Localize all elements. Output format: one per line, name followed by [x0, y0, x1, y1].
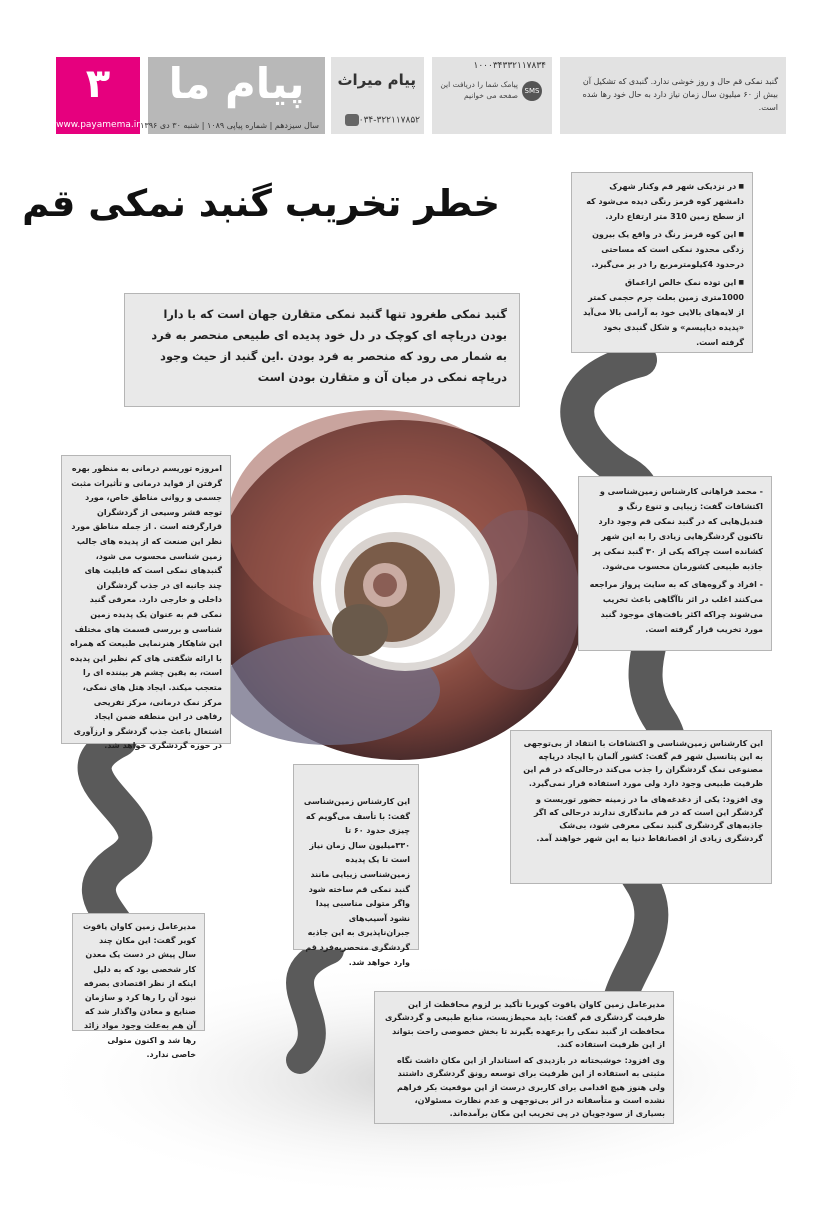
lead-text: گنبد نمکی طغرود تنها گنبد نمکی متقارن جهان است که با دارا بودن دریاچه ای کوچک در دل خود پدیده ای طبیعی منحصر به فرد به شمار می رود که منحصر به فرد بودن .این گنبد از حیث وجود دریاچه نمکی در میان آن و متقارن بودن است [151, 308, 507, 384]
fact-item: ■ این کوه قرمز رنگ در واقع یک بیرون زدگی محدود نمکی است که مساحتی درحدود 4کیلومترمربع را در بر می‌گیرد. [580, 227, 744, 272]
fact-item: ■ در نزدیکی شهر قم وکنار شهرک دامشهر کوه قرمز رنگی دیده می‌شود که از سطح زمین 310 متر ارتفاع دارد. [580, 179, 744, 224]
phone-icon [345, 114, 359, 126]
tourism-box [61, 455, 231, 751]
phone-number: ۰۳۴-۳۲۲۱۱۷۸۵۲ [358, 115, 420, 126]
ceo2-para: مدیرعامل زمین کاوان یاقوت کویربا تأکید بر لزوم محافظت از این ظرفیت گردشگری قم گفت: باید محیط‌زیست، منابع طبیعی و گردشگری محافظت از گنبد نمکی را برعهده بگیرند تا بخش خصوصی راحت بتواند از این ظرفیت استفاده کند. [384, 1000, 665, 1049]
expert1-para: - محمد فراهانی کارشناس زمین‌شناسی و اکتشافات گفت: زیبایی و تنوع رنگ و قندیل‌هایی که در گنبد نمکی قم وجود دارد تاکنون گردشگرهایی زیادی را به این شهر کشانده است چراکه یکی از ۳۰ گنبد نمکی پر جاذبه طبیعی کشورمان محسوب می‌شود. [592, 487, 763, 571]
expert1-para: - افراد و گروه‌های که به سایت پرواز مراجعه می‌کنند اغلب در اثر ناآگاهی باعث تخریب می‌شوند چراکه اکثر بافت‌های موجود گنبد مورد تخریب قرار گرفته است. [589, 580, 763, 634]
sms-panel [432, 57, 552, 134]
issue-info: سال سیزدهم | شماره پیاپی ۱۰۸۹ | شنبه ۳۰ دی ۱۳۹۶ [140, 121, 319, 130]
page-number: ۳ [85, 61, 111, 107]
expert-box-2 [510, 730, 772, 884]
ceo-box-1 [72, 913, 205, 1059]
phone-line [342, 114, 420, 126]
facts-box [571, 172, 753, 353]
sms-text: پیامک شما را دریافت این صفحه می خوانیم [440, 80, 518, 100]
website-url[interactable]: www.payamema.ir [56, 120, 140, 130]
newspaper-logo [140, 57, 325, 134]
sms-icon: SMS [522, 81, 542, 101]
ceo1-text: مدیرعامل زمین کاوان یاقوت کویر گفت: این مکان چند سال پیش در دست یک معدن کار شخصی بود که به دلیل اینکه از نظر اقتصادی بصرفه نبود آن را رها کرد و سازمان صنایع و معادن واگذار شد که آن هم به‌علت وجود مواد زائد رها شد و اکنون متولی خاصی ندارد. [83, 922, 196, 1059]
expert2-para: این کارشناس زمین‌شناسی و اکتشافات با انتقاد از بی‌توجهی به این پتانسیل شهر قم گفت: کشور آلمان با ایجاد دریاچه مصنوعی نمک گردشگران را جذب می‌کند درحالی‌که در قم این ظرفیت طبیعی وجود دارد ولی مورد استفاده قرار نمی‌گیرد. [523, 739, 763, 788]
lead-box [124, 293, 520, 407]
tourism-text: امروزه توریسم درمانی به منظور بهره گرفتن از فواید درمانی و تأثیرات مثبت جسمی و روانی مناطق خاص، مورد توجه قشر وسیعی از گردشگران قرارگرفته است . از جمله مناطق مورد نظر این صنعت که از پدیده های جالب زمین شناسی محسوب می شود، گنبدهای نمکی است که قابلیت های چند جانبه ای در جذب گردشگران داخلی و خارجی دارد. معرفی گنبد نمکی قم به عنوان یک پدیده زمین شناسی و بررسی قسمت های مختلف این شاهکار هنرنمایی طبیعت که همراه با ارائه شگفتی های کم نظیر این پدیده است، به یقین چشم هر بیننده ای را متعجب میکند. ایجاد هتل های نمکی، مرکز نمک درمانی، مرکز تفریحی رفاهی در این منطقه ضمن ایجاد اشتغال باعث جذب گردشگر و ارزآوری در حوزه گردشگری خواهد شد. [70, 464, 222, 751]
teaser-panel [560, 57, 786, 134]
expert-box-3 [293, 764, 419, 967]
expert-box-1 [578, 476, 772, 651]
salt-dome-photo [212, 410, 588, 760]
wave-decoration [577, 360, 669, 1040]
section-header [331, 57, 424, 134]
page-number-badge [56, 57, 140, 134]
expert3-text: این کارشناس زمین‌شناسی گفت: با تأسف می‌گویم که چیزی حدود ۶۰ تا ۳۳۰میلیون سال زمان نیاز است تا یک پدیده زمین‌شناسی زیبایی مانند گنبد نمکی قم ساخته شود واگر متولی مناسبی پیدا نشود آسیب‌های جبران‌ناپذیری به این جاذبه گردشگری منحصربه‌فرد قم وارد خواهد شد. [303, 797, 410, 967]
logo-text: پیام ما [168, 59, 305, 108]
teaser-text: گنبد نمکی قم حال و روز خوشی ندارد. گنبدی که تشکیل آن بیش از ۶۰ میلیون سال زمان نیاز دارد به حال خود رها شده است. [582, 77, 778, 112]
headline: خطر تخریب گنبد نمکی قم [22, 182, 500, 225]
ceo2-para: وی افزود: خوشبختانه در بازدیدی که استاندار از این مکان داشت نگاه مثبتی به استفاده از این ظرفیت برای توسعه رونق گردشگری داشتند ولی هنوز هیچ اقدامی برای کاربری درست از این موقعیت بکر فراهم نشده است و متأسفانه در اثر بی‌توجهی و عدم نظارت مسئولان، بسیاری از سودجویان در پی تخریب این مکان برآمده‌اند. [396, 1056, 665, 1119]
fact-item: ■ این توده نمک خالص ازاعماق 1000متری زمین بعلت جرم حجمی کمتر از لایه‌های بالایی خود به آرامی بالا می‌آید «پدیده دیاپیسم» و شکل گنبدی بخود گرفته است. [580, 275, 744, 350]
section-title: پیام میراث [337, 71, 416, 89]
ceo-box-2 [374, 991, 674, 1124]
expert2-para: وی افزود: یکی از دغدغه‌های ما در زمینه حضور توریست و گردشگر این است که در قم ماندگاری ندارند درحالی که اگر جاذبه‌های گردشگری گنبد نمکی معرفی شود، بی‌شک گردشگری زیادی از اقصانقاط دنیا به این شهر خواهند آمد. [533, 794, 763, 844]
sms-number: ۱۰۰۰۳۴۳۳۲۱۱۷۸۳۴ [473, 61, 546, 71]
